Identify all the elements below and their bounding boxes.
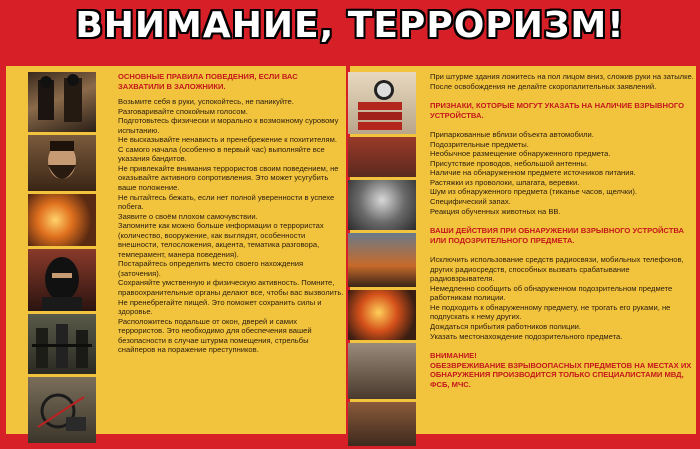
list-item: Не пренебрегайте пищей. Это поможет сохранить силы и здоровье. [118, 297, 322, 317]
photo-damaged-building [348, 137, 416, 177]
list-item: Указать местонахождение подозрительного предмета. [430, 331, 623, 341]
list-item: Присутствие проводов, небольшой антенны. [430, 158, 589, 168]
explosive-device-panel [350, 66, 696, 434]
photo-smoke-cloud [348, 180, 416, 230]
list-item: Сохраняйте умственную и физическую активность. Помните, правоохранительные органы делают все, чтобы вас вызволить. [118, 278, 344, 298]
bomb-signs-list [430, 130, 694, 216]
list-item: Возьмите себя в руки, успокойтесь, не паникуйте. [118, 97, 294, 107]
actions-heading: ВАШИ ДЕЙСТВИЯ ПРИ ОБНАРУЖЕНИИ ВЗРЫВНОГО УСТРОЙСТВА ИЛИ ПОДОЗРИТЕЛЬНОГО ПРЕДМЕТА. [430, 226, 684, 245]
photo-bomb-device [28, 377, 96, 443]
list-item: Расположитесь подальше от окон, дверей и самих террористов. Это необходимо для обеспечения вашей безопасности в случае штурма помещения, стрельбы снайперов на поражение преступников. [118, 316, 312, 355]
list-item: После освобождения не делайте скоропалительных заявлений. [430, 81, 657, 91]
list-item: Разговаривайте спокойным голосом. [118, 106, 248, 116]
bomb-signs-heading: ПРИЗНАКИ, КОТОРЫЕ МОГУТ УКАЗАТЬ НА НАЛИЧИЕ ВЗРЫВНОГО УСТРОЙСТВА. [430, 101, 685, 120]
list-item: С самого начала (особенно в первый час) выполняйте все указания бандитов. [118, 144, 325, 164]
list-item: Подготовьтесь физически и морально к возможному суровому испытанию. [118, 116, 339, 135]
title-banner [0, 0, 700, 58]
list-item: Растяжки из проволоки, шпагата, веревки. [430, 177, 580, 187]
list-item: Дождаться прибытия работников полиции. [430, 322, 582, 332]
list-item: Припаркованные вблизи объекта автомобили. [430, 130, 594, 140]
photo-dynamite-clock [348, 72, 416, 134]
list-item: При штурме здания ложитесь на пол лицом вниз, сложив руки на затылке. [430, 72, 694, 81]
list-item: Наличие на обнаруженном предмете источников питания. [430, 168, 636, 178]
photo-burning-site [348, 233, 416, 287]
hostage-rules-heading: ОСНОВНЫЕ ПРАВИЛА ПОВЕДЕНИЯ, ЕСЛИ ВАС ЗАХВАТИЛИ В ЗАЛОЖНИКИ. [118, 72, 298, 91]
right-photo-strip [348, 72, 416, 449]
list-item: Не подходить к обнаруженному предмету, не трогать его руками, не подпускать к нему других. [430, 302, 671, 322]
list-item: Не привлекайте внимания террористов своим поведением, не оказывайте активного сопротивления. Это может усугубить ваше положение. [118, 163, 339, 193]
list-item: Реакция обученных животных на ВВ. [430, 206, 561, 216]
photo-rescue-workers [348, 343, 416, 399]
list-item: Постарайтесь определить место своего нахождения (заточения). [118, 259, 304, 278]
list-item: Не пытайтесь бежать, если нет полной уверенности в успехе побега. [118, 192, 335, 212]
list-item: Подозрительные предметы. [430, 139, 529, 149]
left-photo-strip [28, 72, 96, 446]
list-item: Необычное размещение обнаруженного предмета. [430, 149, 611, 159]
list-item: Исключить использование средств радиосвязи, мобильных телефонов, других радиосредств, способных вызвать срабатывание радиовзрывателя. [430, 255, 684, 284]
photo-explosion-fire [348, 290, 416, 340]
list-item: Специфический запах. [430, 197, 511, 207]
list-item: Не высказывайте ненависть и пренебрежение к похитителям. [118, 135, 337, 145]
warning-text: ОБЕЗВРЕЖИВАНИЕ ВЗРЫВООПАСНЫХ ПРЕДМЕТОВ НА МЕСТАХ ИХ ОБНАРУЖЕНИЯ ПРОИЗВОДИТСЯ ТОЛЬКО СПЕЦИАЛИСТАМИ МВД, ФСБ, МЧС. [430, 360, 692, 389]
explosive-device-text [430, 72, 694, 389]
hostage-rules-panel [6, 66, 346, 434]
photo-masked-terrorist [28, 249, 96, 311]
list-item: Шум из обнаруженного предмета (тиканье часов, щелчки). [430, 187, 637, 197]
poster-title: ВНИМАНИЕ, ТЕРРОРИЗМ! [75, 5, 625, 46]
list-item: Запомните как можно больше информации о террористах (количество, вооружение, как выглядят, особенности внешности, телосложения, акцента, тематика разговора, темперамент, манера поведения). [118, 221, 324, 259]
hostage-rules-list [118, 97, 344, 355]
photo-bearded-man [28, 135, 96, 191]
list-item: Заявите о своём плохом самочувствии. [118, 211, 258, 221]
hostage-rules-text [118, 72, 344, 355]
actions-list [430, 255, 694, 341]
photo-explosion-street [28, 194, 96, 246]
photo-armed-soldiers [28, 314, 96, 374]
list-item: Немедленно сообщить об обнаруженном подозрительном предмете работникам полиции. [430, 283, 673, 303]
warning-title: ВНИМАНИЕ! [430, 351, 477, 361]
photo-armed-militants [28, 72, 96, 132]
photo-injured-people [348, 402, 416, 446]
